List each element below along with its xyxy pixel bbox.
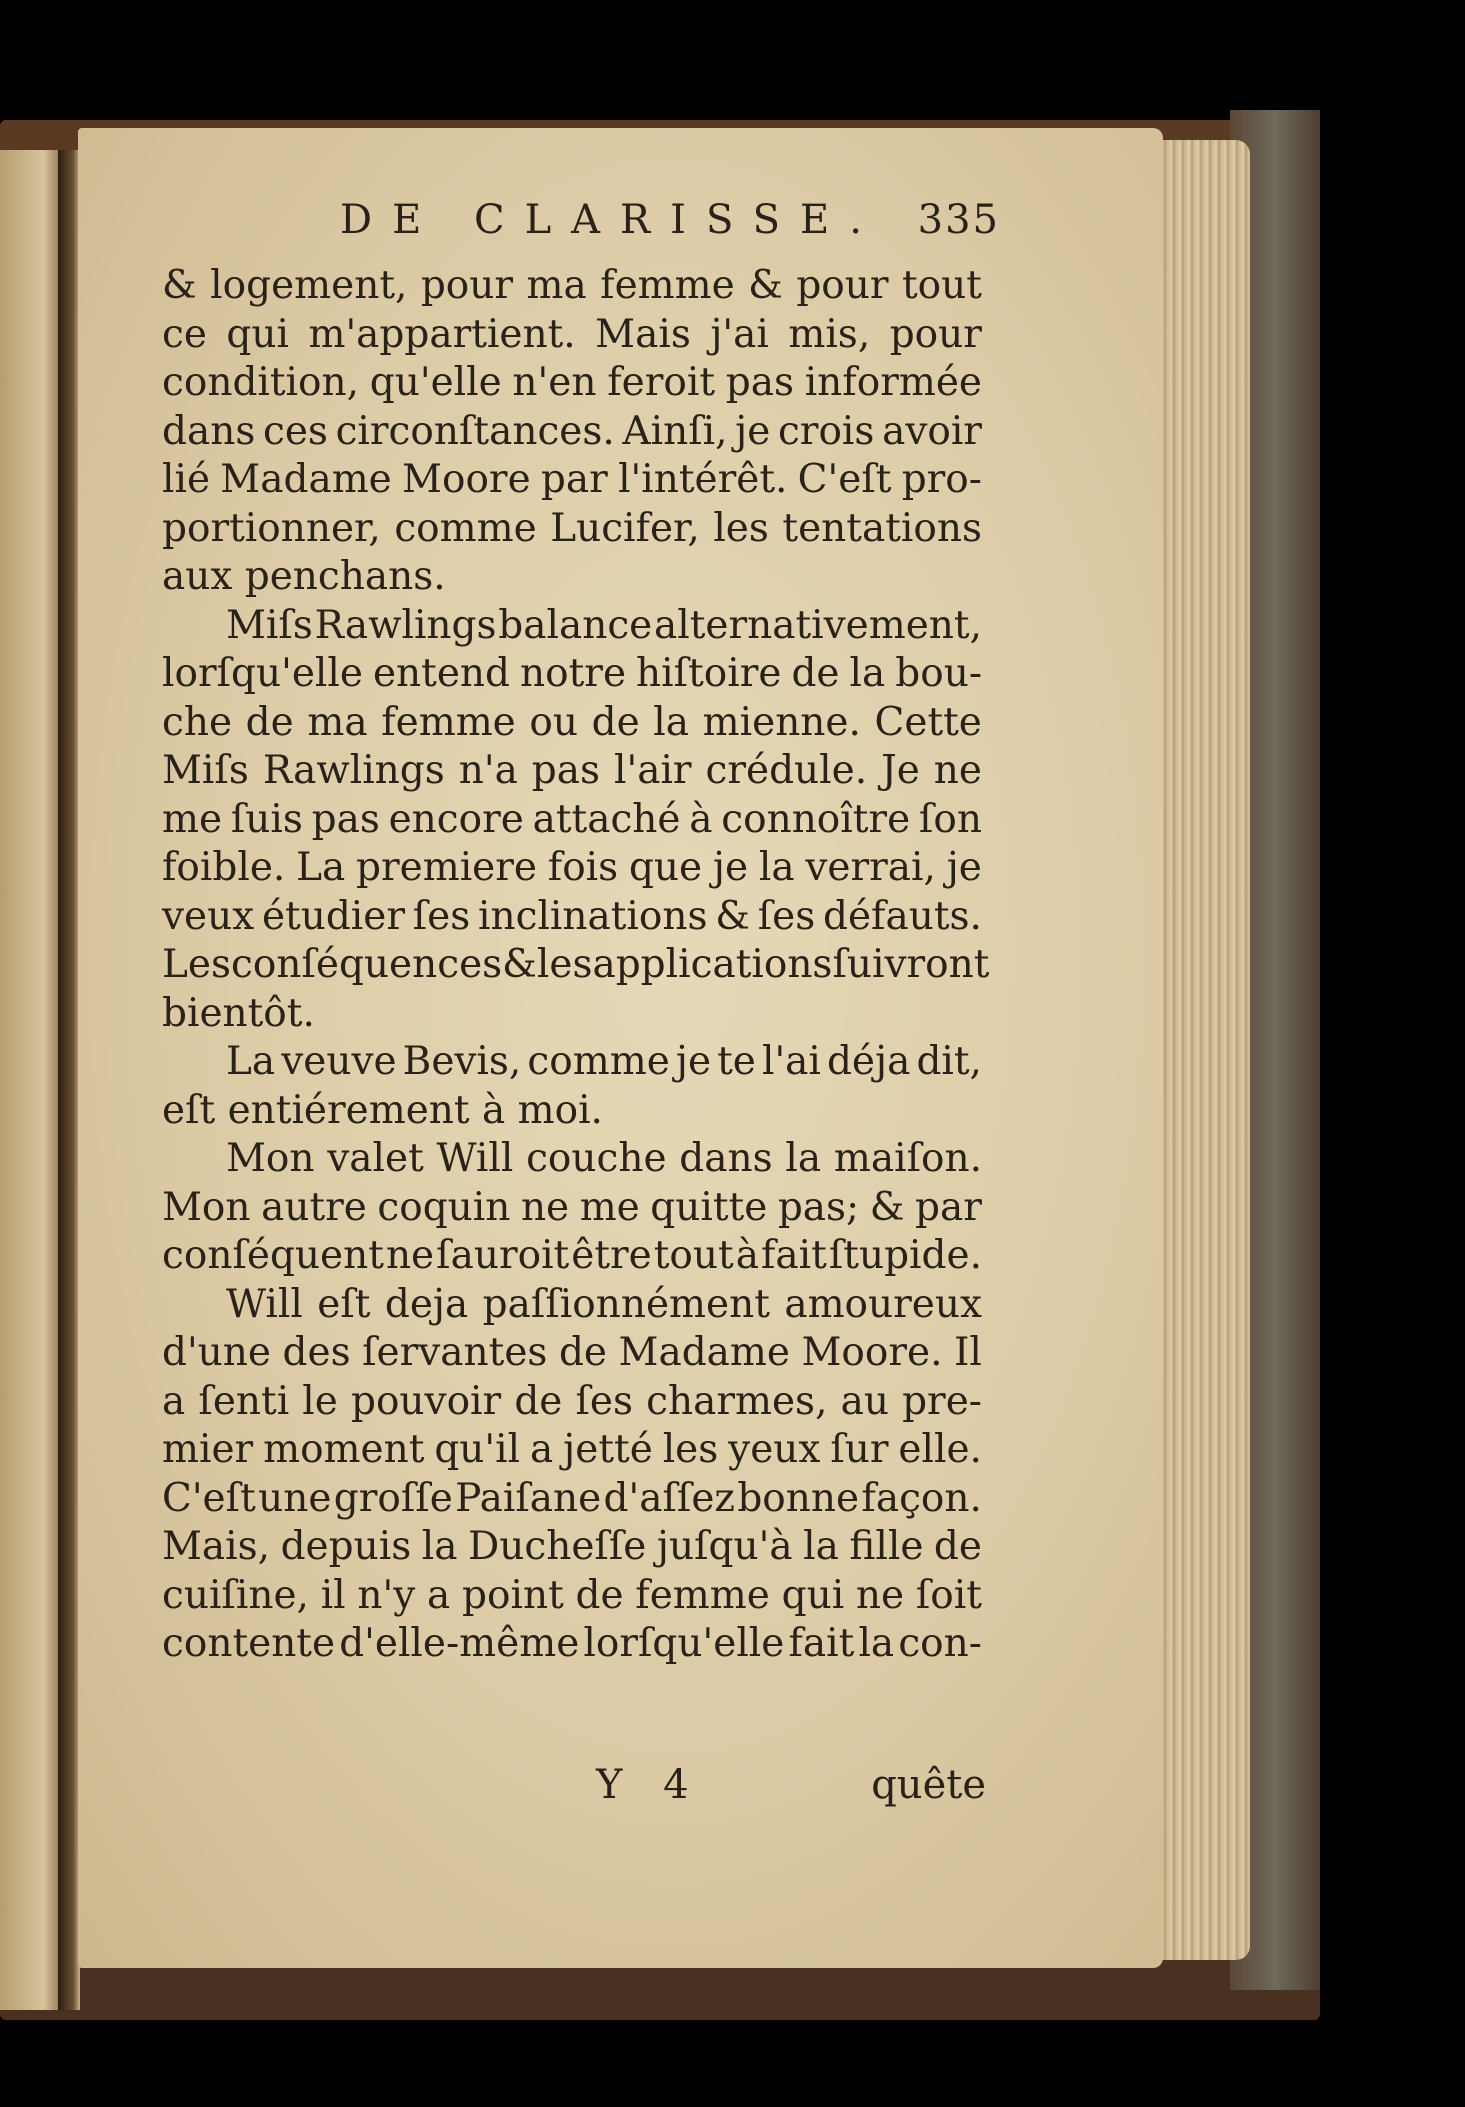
- text-line: C'eſt une groſſe Paiſane d'aſſez bonne façon.: [162, 1475, 982, 1521]
- running-head: DE CLARISSE.: [340, 197, 882, 243]
- text-line: a ſenti le pouvoir de ſes charmes, au pre-: [162, 1378, 982, 1424]
- text-line: d'une des ſervantes de Madame Moore. Il: [162, 1330, 982, 1375]
- text-line: Mon autre coquin ne me quitte pas; & par: [162, 1184, 982, 1230]
- text-line: & logement, pour ma femme & pour tout: [162, 263, 982, 308]
- text-line: Miſs Rawlings balance alternativement,: [226, 602, 982, 648]
- text-line: dans ces circonſtances. Ainſi, je crois avoir: [162, 408, 982, 454]
- text-line: aux penchans.: [162, 554, 446, 599]
- text-line: bientôt.: [162, 990, 315, 1036]
- text-line: che de ma femme ou de la mienne. Cette: [162, 699, 982, 745]
- text-line: Les conſéquences & les applications ſuivront: [162, 942, 990, 987]
- catchword: quête: [871, 1762, 986, 1808]
- text-line: La veuve Bevis, comme je te l'ai déja dit,: [226, 1039, 982, 1084]
- page-block-edges: [1150, 140, 1250, 1960]
- text-line: condition, qu'elle n'en feroit pas informée: [162, 360, 982, 405]
- text-line: foible. La premiere fois que je la verrai, je: [162, 845, 982, 890]
- text-line: me ſuis pas encore attaché à connoître ſon: [162, 796, 982, 842]
- text-line: contente d'elle-même lorſqu'elle fait la con-: [162, 1621, 982, 1666]
- text-line: lié Madame Moore par l'intérêt. C'eſt pro-: [162, 457, 982, 502]
- text-line: Mon valet Will couche dans la maiſon.: [226, 1136, 982, 1181]
- body-text: [162, 262, 990, 1669]
- text-line: eſt entiérement à moi.: [162, 1087, 603, 1133]
- text-line: cuiſine, il n'y a point de femme qui ne ſoit: [162, 1572, 982, 1618]
- page-header: [340, 185, 1000, 255]
- book-gutter: [58, 150, 80, 2010]
- text-line: Miſs Rawlings n'a pas l'air crédule. Je ne: [162, 748, 982, 793]
- text-line: Mais, depuis la Ducheſſe juſqu'à la fille de: [162, 1524, 982, 1569]
- facing-page-edge: [0, 150, 62, 2010]
- text-line: ce qui m'appartient. Mais j'ai mis, pour: [162, 311, 982, 357]
- page-footer: [596, 1758, 986, 1812]
- signature-mark: Y 4: [596, 1762, 703, 1808]
- page-number: 335: [917, 197, 1000, 243]
- text-line: mier moment qu'il a jetté les yeux ſur elle.: [162, 1427, 982, 1472]
- text-line: Will eſt deja paſſionnément amoureux: [226, 1281, 982, 1327]
- text-line: veux étudier ſes inclinations & ſes défauts.: [162, 893, 982, 939]
- text-line: conſéquent ne ſauroit être tout à fait ſtupide.: [162, 1233, 982, 1278]
- text-line: portionner, comme Lucifer, les tentations: [162, 505, 982, 551]
- text-line: lorſqu'elle entend notre hiſtoire de la bou-: [162, 651, 982, 696]
